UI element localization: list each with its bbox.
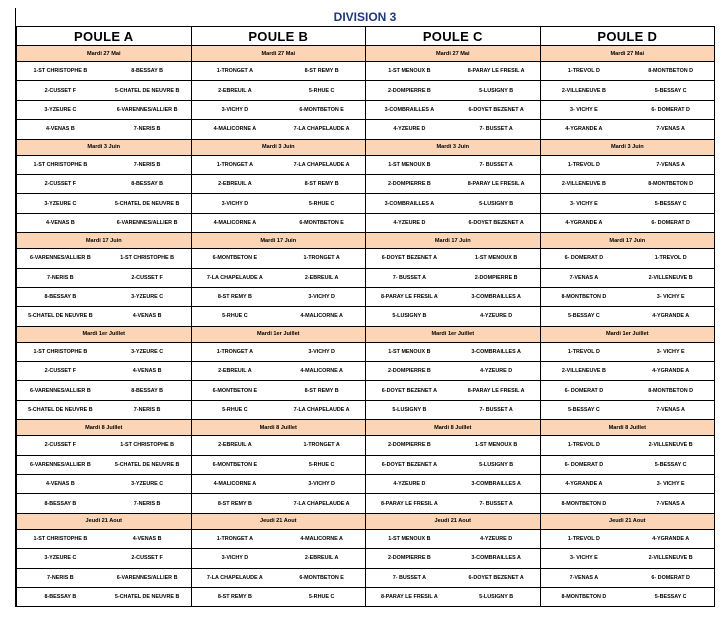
away-team-poule-b: 8-ST REMY B bbox=[278, 381, 365, 400]
home-team-poule-c: 8-PARAY LE FRESIL A bbox=[366, 494, 453, 513]
round-date-poule-b: Mardi 8 Juillet bbox=[191, 420, 366, 436]
match-row bbox=[17, 100, 715, 119]
round-date-poule-d: Mardi 1er Juillet bbox=[540, 326, 715, 342]
round-date-poule-d: Mardi 3 Juin bbox=[540, 139, 715, 155]
poule-b-header: POULE B bbox=[191, 27, 366, 46]
home-team-poule-d: 1-TREVOL D bbox=[540, 62, 627, 81]
away-team-poule-d: 6- DOMERAT D bbox=[627, 568, 714, 587]
away-team-poule-b: 5-RHUE C bbox=[278, 81, 365, 100]
away-team-poule-d: 7-VENAS A bbox=[627, 120, 714, 139]
away-team-poule-c: 1-ST MENOUX B bbox=[453, 249, 540, 268]
home-team-poule-d: 5-BESSAY C bbox=[540, 307, 627, 326]
away-team-poule-c: 6-DOYET BEZENET A bbox=[453, 213, 540, 232]
match-row bbox=[17, 120, 715, 139]
home-team-poule-c: 1-ST MENOUX B bbox=[366, 342, 453, 361]
home-team-poule-c: 6-DOYET BEZENET A bbox=[366, 381, 453, 400]
home-team-poule-b: 8-ST REMY B bbox=[191, 494, 278, 513]
round-date-row bbox=[17, 139, 715, 155]
away-team-poule-b: 4-MALICORNE A bbox=[278, 529, 365, 548]
round-date-poule-c: Mardi 27 Mai bbox=[366, 46, 541, 62]
away-team-poule-c: 5-LUSIGNY B bbox=[453, 81, 540, 100]
home-team-poule-b: 6-MONTBETON E bbox=[191, 249, 278, 268]
home-team-poule-a: 6-VARENNES/ALLIER B bbox=[17, 455, 104, 474]
match-row bbox=[17, 436, 715, 455]
home-team-poule-a: 3-YZEURE C bbox=[17, 100, 104, 119]
home-team-poule-d: 8-MONTBETON D bbox=[540, 587, 627, 606]
away-team-poule-b: 7-LA CHAPELAUDE A bbox=[278, 155, 365, 174]
home-team-poule-a: 1-ST CHRISTOPHE B bbox=[17, 62, 104, 81]
away-team-poule-a: 3-YZEURE C bbox=[104, 287, 191, 306]
away-team-poule-b: 7-LA CHAPELAUDE A bbox=[278, 400, 365, 419]
home-team-poule-a: 2-CUSSET F bbox=[17, 174, 104, 193]
home-team-poule-a: 2-CUSSET F bbox=[17, 81, 104, 100]
away-team-poule-d: 8-MONTBETON D bbox=[627, 174, 714, 193]
round-date-poule-d: Jeudi 21 Aout bbox=[540, 513, 715, 529]
away-team-poule-d: 6- DOMERAT D bbox=[627, 213, 714, 232]
match-row bbox=[17, 400, 715, 419]
away-team-poule-c: 4-YZEURE D bbox=[453, 307, 540, 326]
home-team-poule-d: 1-TREVOL D bbox=[540, 529, 627, 548]
home-team-poule-b: 1-TRONGET A bbox=[191, 342, 278, 361]
away-team-poule-d: 3- VICHY E bbox=[627, 475, 714, 494]
away-team-poule-b: 8-ST REMY B bbox=[278, 62, 365, 81]
home-team-poule-a: 8-BESSAY B bbox=[17, 287, 104, 306]
away-team-poule-a: 8-BESSAY B bbox=[104, 381, 191, 400]
away-team-poule-c: 8-PARAY LE FRESIL A bbox=[453, 62, 540, 81]
away-team-poule-d: 7-VENAS A bbox=[627, 155, 714, 174]
home-team-poule-c: 4-YZEURE D bbox=[366, 120, 453, 139]
match-row bbox=[17, 307, 715, 326]
home-team-poule-b: 8-ST REMY B bbox=[191, 287, 278, 306]
away-team-poule-a: 4-VENAS B bbox=[104, 307, 191, 326]
match-row bbox=[17, 268, 715, 287]
home-team-poule-a: 8-BESSAY B bbox=[17, 587, 104, 606]
round-date-row bbox=[17, 233, 715, 249]
away-team-poule-a: 4-VENAS B bbox=[104, 529, 191, 548]
away-team-poule-a: 4-VENAS B bbox=[104, 362, 191, 381]
home-team-poule-b: 2-EBREUIL A bbox=[191, 174, 278, 193]
round-date-row bbox=[17, 326, 715, 342]
home-team-poule-c: 5-LUSIGNY B bbox=[366, 307, 453, 326]
poule-header-row bbox=[17, 27, 715, 46]
match-row bbox=[17, 174, 715, 193]
away-team-poule-d: 2-VILLENEUVE B bbox=[627, 268, 714, 287]
home-team-poule-d: 1-TREVOL D bbox=[540, 155, 627, 174]
round-date-poule-c: Mardi 8 Juillet bbox=[366, 420, 541, 436]
away-team-poule-c: 8-PARAY LE FRESIL A bbox=[453, 381, 540, 400]
away-team-poule-b: 7-LA CHAPELAUDE A bbox=[278, 120, 365, 139]
home-team-poule-b: 3-VICHY D bbox=[191, 194, 278, 213]
away-team-poule-b: 3-VICHY D bbox=[278, 287, 365, 306]
away-team-poule-c: 8-PARAY LE FRESIL A bbox=[453, 174, 540, 193]
home-team-poule-c: 2-DOMPIERRE B bbox=[366, 362, 453, 381]
away-team-poule-b: 5-RHUE C bbox=[278, 587, 365, 606]
home-team-poule-a: 3-YZEURE C bbox=[17, 194, 104, 213]
division-title: DIVISION 3 bbox=[333, 10, 397, 24]
away-team-poule-c: 3-COMBRAILLES A bbox=[453, 475, 540, 494]
home-team-poule-c: 2-DOMPIERRE B bbox=[366, 174, 453, 193]
away-team-poule-d: 2-VILLENEUVE B bbox=[627, 549, 714, 568]
home-team-poule-c: 2-DOMPIERRE B bbox=[366, 436, 453, 455]
away-team-poule-a: 5-CHATEL DE NEUVRE B bbox=[104, 81, 191, 100]
home-team-poule-a: 5-CHATEL DE NEUVRE B bbox=[17, 307, 104, 326]
home-team-poule-b: 7-LA CHAPELAUDE A bbox=[191, 268, 278, 287]
away-team-poule-d: 8-MONTBETON D bbox=[627, 62, 714, 81]
away-team-poule-a: 3-YZEURE C bbox=[104, 342, 191, 361]
away-team-poule-d: 4-YGRANDE A bbox=[627, 362, 714, 381]
home-team-poule-d: 4-YGRANDE A bbox=[540, 475, 627, 494]
home-team-poule-b: 2-EBREUIL A bbox=[191, 362, 278, 381]
home-team-poule-c: 1-ST MENOUX B bbox=[366, 155, 453, 174]
home-team-poule-d: 3- VICHY E bbox=[540, 194, 627, 213]
home-team-poule-b: 6-MONTBETON E bbox=[191, 381, 278, 400]
away-team-poule-c: 3-COMBRAILLES A bbox=[453, 342, 540, 361]
round-date-poule-c: Mardi 1er Juillet bbox=[366, 326, 541, 342]
match-row bbox=[17, 287, 715, 306]
home-team-poule-a: 6-VARENNES/ALLIER B bbox=[17, 381, 104, 400]
home-team-poule-d: 8-MONTBETON D bbox=[540, 287, 627, 306]
away-team-poule-b: 3-VICHY D bbox=[278, 342, 365, 361]
away-team-poule-a: 6-VARENNES/ALLIER B bbox=[104, 213, 191, 232]
away-team-poule-a: 6-VARENNES/ALLIER B bbox=[104, 100, 191, 119]
away-team-poule-a: 2-CUSSET F bbox=[104, 549, 191, 568]
home-team-poule-b: 2-EBREUIL A bbox=[191, 81, 278, 100]
away-team-poule-b: 6-MONTBETON E bbox=[278, 100, 365, 119]
home-team-poule-c: 6-DOYET BEZENET A bbox=[366, 249, 453, 268]
away-team-poule-d: 5-BESSAY C bbox=[627, 81, 714, 100]
home-team-poule-a: 4-VENAS B bbox=[17, 213, 104, 232]
round-date-poule-a: Mardi 3 Juin bbox=[17, 139, 192, 155]
home-team-poule-d: 2-VILLENEUVE B bbox=[540, 362, 627, 381]
away-team-poule-a: 5-CHATEL DE NEUVRE B bbox=[104, 587, 191, 606]
round-date-poule-d: Mardi 27 Mai bbox=[540, 46, 715, 62]
home-team-poule-a: 7-NERIS B bbox=[17, 268, 104, 287]
home-team-poule-a: 3-YZEURE C bbox=[17, 549, 104, 568]
away-team-poule-a: 1-ST CHRISTOPHE B bbox=[104, 249, 191, 268]
away-team-poule-d: 7-VENAS A bbox=[627, 400, 714, 419]
home-team-poule-c: 7- BUSSET A bbox=[366, 268, 453, 287]
away-team-poule-b: 2-EBREUIL A bbox=[278, 549, 365, 568]
away-team-poule-b: 7-LA CHAPELAUDE A bbox=[278, 494, 365, 513]
away-team-poule-d: 5-BESSAY C bbox=[627, 194, 714, 213]
home-team-poule-b: 6-MONTBETON E bbox=[191, 455, 278, 474]
away-team-poule-a: 5-CHATEL DE NEUVRE B bbox=[104, 455, 191, 474]
round-date-poule-b: Mardi 27 Mai bbox=[191, 46, 366, 62]
away-team-poule-c: 6-DOYET BEZENET A bbox=[453, 568, 540, 587]
home-team-poule-a: 4-VENAS B bbox=[17, 475, 104, 494]
home-team-poule-c: 5-LUSIGNY B bbox=[366, 400, 453, 419]
round-date-poule-a: Jeudi 21 Aout bbox=[17, 513, 192, 529]
home-team-poule-c: 3-COMBRAILLES A bbox=[366, 100, 453, 119]
home-team-poule-b: 1-TRONGET A bbox=[191, 155, 278, 174]
home-team-poule-c: 2-DOMPIERRE B bbox=[366, 81, 453, 100]
home-team-poule-b: 4-MALICORNE A bbox=[191, 475, 278, 494]
match-row bbox=[17, 529, 715, 548]
round-date-poule-a: Mardi 17 Juin bbox=[17, 233, 192, 249]
round-date-poule-c: Jeudi 21 Aout bbox=[366, 513, 541, 529]
home-team-poule-c: 6-DOYET BEZENET A bbox=[366, 455, 453, 474]
home-team-poule-b: 4-MALICORNE A bbox=[191, 120, 278, 139]
match-row bbox=[17, 194, 715, 213]
away-team-poule-d: 4-YGRANDE A bbox=[627, 307, 714, 326]
away-team-poule-b: 1-TRONGET A bbox=[278, 436, 365, 455]
round-date-row bbox=[17, 420, 715, 436]
away-team-poule-a: 7-NERIS B bbox=[104, 120, 191, 139]
home-team-poule-a: 1-ST CHRISTOPHE B bbox=[17, 529, 104, 548]
home-team-poule-c: 7- BUSSET A bbox=[366, 568, 453, 587]
match-row bbox=[17, 568, 715, 587]
away-team-poule-b: 8-ST REMY B bbox=[278, 174, 365, 193]
home-team-poule-a: 2-CUSSET F bbox=[17, 362, 104, 381]
home-team-poule-c: 3-COMBRAILLES A bbox=[366, 194, 453, 213]
away-team-poule-c: 3-COMBRAILLES A bbox=[453, 287, 540, 306]
home-team-poule-a: 8-BESSAY B bbox=[17, 494, 104, 513]
home-team-poule-a: 4-VENAS B bbox=[17, 120, 104, 139]
away-team-poule-d: 4-YGRANDE A bbox=[627, 529, 714, 548]
home-team-poule-b: 5-RHUE C bbox=[191, 400, 278, 419]
home-team-poule-d: 4-YGRANDE A bbox=[540, 213, 627, 232]
home-team-poule-d: 3- VICHY E bbox=[540, 549, 627, 568]
away-team-poule-d: 5-BESSAY C bbox=[627, 455, 714, 474]
away-team-poule-b: 2-EBREUIL A bbox=[278, 268, 365, 287]
round-date-poule-b: Mardi 17 Juin bbox=[191, 233, 366, 249]
away-team-poule-a: 2-CUSSET F bbox=[104, 268, 191, 287]
away-team-poule-c: 7- BUSSET A bbox=[453, 120, 540, 139]
poule-d-header: POULE D bbox=[540, 27, 715, 46]
away-team-poule-d: 8-MONTBETON D bbox=[627, 381, 714, 400]
home-team-poule-d: 3- VICHY E bbox=[540, 100, 627, 119]
away-team-poule-a: 3-YZEURE C bbox=[104, 475, 191, 494]
away-team-poule-c: 5-LUSIGNY B bbox=[453, 455, 540, 474]
home-team-poule-d: 6- DOMERAT D bbox=[540, 381, 627, 400]
match-row bbox=[17, 155, 715, 174]
away-team-poule-c: 6-DOYET BEZENET A bbox=[453, 100, 540, 119]
home-team-poule-a: 7-NERIS B bbox=[17, 568, 104, 587]
away-team-poule-c: 2-DOMPIERRE B bbox=[453, 268, 540, 287]
home-team-poule-b: 1-TRONGET A bbox=[191, 529, 278, 548]
away-team-poule-d: 7-VENAS A bbox=[627, 494, 714, 513]
away-team-poule-c: 4-YZEURE D bbox=[453, 362, 540, 381]
home-team-poule-a: 5-CHATEL DE NEUVRE B bbox=[17, 400, 104, 419]
home-team-poule-c: 1-ST MENOUX B bbox=[366, 529, 453, 548]
round-date-row bbox=[17, 513, 715, 529]
away-team-poule-a: 8-BESSAY B bbox=[104, 174, 191, 193]
home-team-poule-d: 8-MONTBETON D bbox=[540, 494, 627, 513]
away-team-poule-b: 6-MONTBETON E bbox=[278, 568, 365, 587]
away-team-poule-c: 7- BUSSET A bbox=[453, 400, 540, 419]
round-date-poule-c: Mardi 3 Juin bbox=[366, 139, 541, 155]
round-date-poule-a: Mardi 8 Juillet bbox=[17, 420, 192, 436]
home-team-poule-c: 2-DOMPIERRE B bbox=[366, 549, 453, 568]
schedule-table bbox=[16, 26, 715, 607]
home-team-poule-a: 6-VARENNES/ALLIER B bbox=[17, 249, 104, 268]
round-date-poule-d: Mardi 17 Juin bbox=[540, 233, 715, 249]
home-team-poule-a: 2-CUSSET F bbox=[17, 436, 104, 455]
away-team-poule-a: 7-NERIS B bbox=[104, 155, 191, 174]
home-team-poule-d: 2-VILLENEUVE B bbox=[540, 81, 627, 100]
match-row bbox=[17, 494, 715, 513]
away-team-poule-d: 1-TREVOL D bbox=[627, 249, 714, 268]
home-team-poule-d: 1-TREVOL D bbox=[540, 342, 627, 361]
home-team-poule-c: 8-PARAY LE FRESIL A bbox=[366, 587, 453, 606]
home-team-poule-b: 3-VICHY D bbox=[191, 549, 278, 568]
away-team-poule-b: 5-RHUE C bbox=[278, 455, 365, 474]
home-team-poule-c: 4-YZEURE D bbox=[366, 213, 453, 232]
match-row bbox=[17, 587, 715, 606]
away-team-poule-c: 3-COMBRAILLES A bbox=[453, 549, 540, 568]
home-team-poule-d: 5-BESSAY C bbox=[540, 400, 627, 419]
away-team-poule-a: 1-ST CHRISTOPHE B bbox=[104, 436, 191, 455]
home-team-poule-c: 8-PARAY LE FRESIL A bbox=[366, 287, 453, 306]
away-team-poule-b: 1-TRONGET A bbox=[278, 249, 365, 268]
away-team-poule-b: 6-MONTBETON E bbox=[278, 213, 365, 232]
round-date-poule-b: Mardi 1er Juillet bbox=[191, 326, 366, 342]
away-team-poule-b: 5-RHUE C bbox=[278, 194, 365, 213]
away-team-poule-c: 5-LUSIGNY B bbox=[453, 194, 540, 213]
away-team-poule-b: 4-MALICORNE A bbox=[278, 307, 365, 326]
home-team-poule-d: 2-VILLENEUVE B bbox=[540, 174, 627, 193]
away-team-poule-d: 2-VILLENEUVE B bbox=[627, 436, 714, 455]
away-team-poule-d: 3- VICHY E bbox=[627, 342, 714, 361]
match-row bbox=[17, 81, 715, 100]
away-team-poule-c: 4-YZEURE D bbox=[453, 529, 540, 548]
home-team-poule-c: 1-ST MENOUX B bbox=[366, 62, 453, 81]
away-team-poule-a: 8-BESSAY B bbox=[104, 62, 191, 81]
home-team-poule-b: 5-RHUE C bbox=[191, 307, 278, 326]
away-team-poule-c: 7- BUSSET A bbox=[453, 494, 540, 513]
match-row bbox=[17, 342, 715, 361]
match-row bbox=[17, 249, 715, 268]
home-team-poule-d: 7-VENAS A bbox=[540, 568, 627, 587]
poule-a-header: POULE A bbox=[17, 27, 192, 46]
home-team-poule-c: 4-YZEURE D bbox=[366, 475, 453, 494]
away-team-poule-a: 5-CHATEL DE NEUVRE B bbox=[104, 194, 191, 213]
match-row bbox=[17, 62, 715, 81]
match-row bbox=[17, 475, 715, 494]
round-date-poule-a: Mardi 1er Juillet bbox=[17, 326, 192, 342]
match-row bbox=[17, 213, 715, 232]
home-team-poule-b: 1-TRONGET A bbox=[191, 62, 278, 81]
home-team-poule-b: 7-LA CHAPELAUDE A bbox=[191, 568, 278, 587]
home-team-poule-b: 3-VICHY D bbox=[191, 100, 278, 119]
away-team-poule-a: 7-NERIS B bbox=[104, 400, 191, 419]
away-team-poule-d: 5-BESSAY C bbox=[627, 587, 714, 606]
round-date-poule-c: Mardi 17 Juin bbox=[366, 233, 541, 249]
schedule-sheet bbox=[15, 8, 714, 607]
match-row bbox=[17, 549, 715, 568]
round-date-row bbox=[17, 46, 715, 62]
match-row bbox=[17, 362, 715, 381]
home-team-poule-a: 1-ST CHRISTOPHE B bbox=[17, 155, 104, 174]
away-team-poule-a: 7-NERIS B bbox=[104, 494, 191, 513]
home-team-poule-b: 2-EBREUIL A bbox=[191, 436, 278, 455]
home-team-poule-d: 6- DOMERAT D bbox=[540, 249, 627, 268]
away-team-poule-b: 4-MALICORNE A bbox=[278, 362, 365, 381]
round-date-poule-b: Jeudi 21 Aout bbox=[191, 513, 366, 529]
home-team-poule-d: 1-TREVOL D bbox=[540, 436, 627, 455]
away-team-poule-c: 1-ST MENOUX B bbox=[453, 436, 540, 455]
away-team-poule-c: 7- BUSSET A bbox=[453, 155, 540, 174]
home-team-poule-d: 6- DOMERAT D bbox=[540, 455, 627, 474]
match-row bbox=[17, 455, 715, 474]
home-team-poule-b: 8-ST REMY B bbox=[191, 587, 278, 606]
away-team-poule-b: 3-VICHY D bbox=[278, 475, 365, 494]
round-date-poule-d: Mardi 8 Juillet bbox=[540, 420, 715, 436]
away-team-poule-a: 6-VARENNES/ALLIER B bbox=[104, 568, 191, 587]
away-team-poule-c: 5-LUSIGNY B bbox=[453, 587, 540, 606]
home-team-poule-b: 4-MALICORNE A bbox=[191, 213, 278, 232]
home-team-poule-d: 7-VENAS A bbox=[540, 268, 627, 287]
home-team-poule-a: 1-ST CHRISTOPHE B bbox=[17, 342, 104, 361]
round-date-poule-a: Mardi 27 Mai bbox=[17, 46, 192, 62]
home-team-poule-d: 4-YGRANDE A bbox=[540, 120, 627, 139]
schedule-body bbox=[17, 27, 715, 607]
away-team-poule-d: 6- DOMERAT D bbox=[627, 100, 714, 119]
match-row bbox=[17, 381, 715, 400]
round-date-poule-b: Mardi 3 Juin bbox=[191, 139, 366, 155]
poule-c-header: POULE C bbox=[366, 27, 541, 46]
away-team-poule-d: 3- VICHY E bbox=[627, 287, 714, 306]
